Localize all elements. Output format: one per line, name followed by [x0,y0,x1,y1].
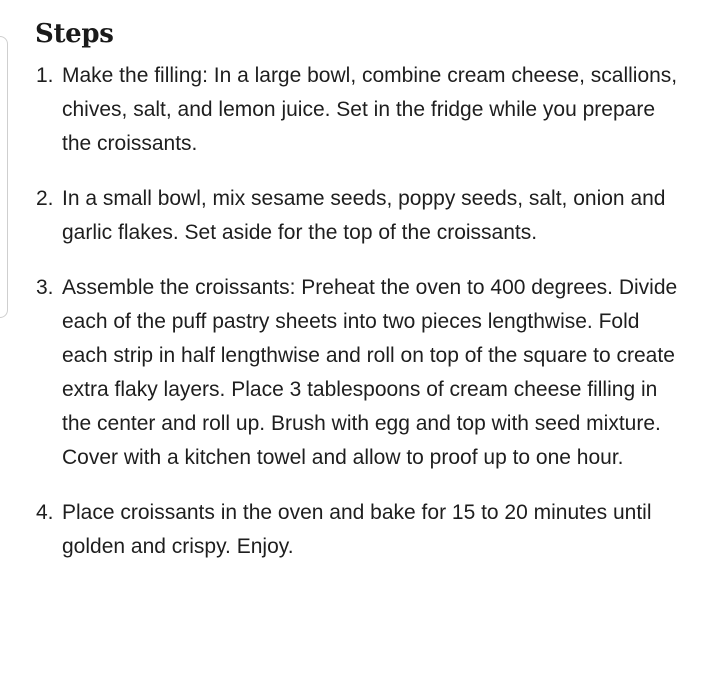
step-number: 2. [36,187,54,210]
step-number: 4. [36,501,54,524]
step-text: Place croissants in the oven and bake for 15 to 20 minutes until golden and crispy. Enjoy. [62,501,652,558]
step-text: In a small bowl, mix sesame seeds, poppy seeds, salt, onion and garlic flakes. Set aside for the top of the croissants. [62,187,666,244]
step-item-3 [36,271,686,475]
step-number: 3. [36,276,54,299]
step-text: Assemble the croissants: Preheat the oven to 400 degrees. Divide each of the puff pastry sheets into two pieces lengthwise. Fold each strip in half lengthwise and roll on top of the square to create extra flaky layers. Place 3 tablespoons of cream cheese filling in the center and roll up. Brush with egg and top with seed mixture. Cover with a kitchen towel and allow to proof up to one hour. [62,276,678,469]
step-text: Make the filling: In a large bowl, combine cream cheese, scallions, chives, salt, and lemon juice. Set in the fridge while you prepare the croissants. [62,64,678,155]
step-item-1 [36,59,686,161]
step-item-2 [36,182,686,250]
step-number: 1. [36,64,54,87]
steps-list [36,59,686,585]
steps-heading: Steps [35,19,114,49]
step-item-4 [36,496,686,564]
side-panel-edge [0,36,8,318]
